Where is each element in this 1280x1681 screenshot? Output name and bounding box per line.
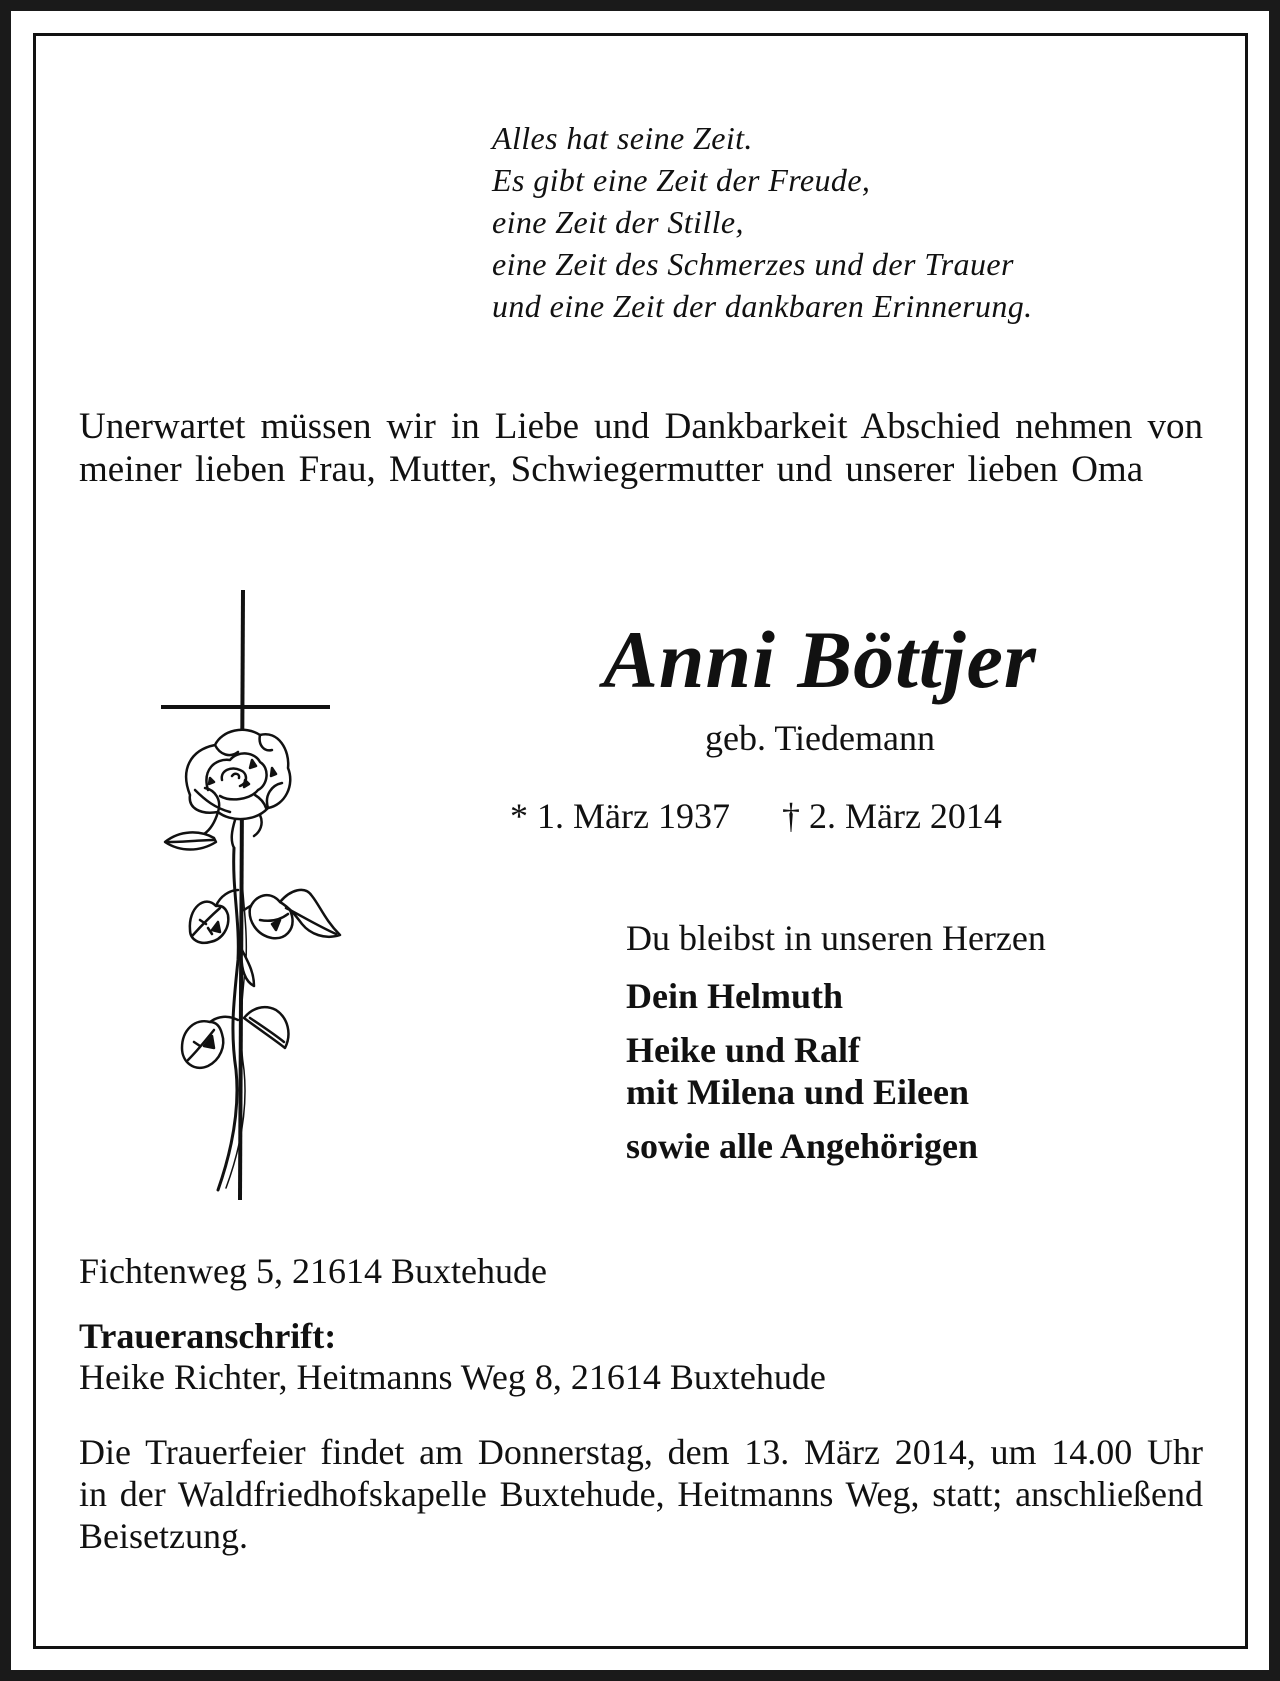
death-date: † 2. März 2014 bbox=[781, 796, 1002, 836]
maiden-name: geb. Tiedemann bbox=[705, 718, 935, 758]
intro-text: Unerwartet müssen wir in Liebe und Dankbarkeit Abschied nehmen von meiner lieben Frau, Mutter, Schwiegermutter und unserer lieben Oma bbox=[79, 406, 1203, 490]
birth-date: * 1. März 1937 bbox=[510, 796, 730, 836]
motto-line: und eine Zeit der dankbaren Erinnerung. bbox=[492, 288, 1033, 324]
signer-line: Heike und Ralf bbox=[626, 1030, 861, 1070]
farewell-line: Du bleibst in unseren Herzen bbox=[626, 918, 1046, 958]
signer-line: mit Milena und Eileen bbox=[626, 1072, 970, 1112]
motto-line: Es gibt eine Zeit der Freude, bbox=[492, 162, 871, 198]
motto-line: eine Zeit des Schmerzes und der Trauer bbox=[492, 246, 1014, 282]
mourning-address bbox=[79, 1316, 1203, 1398]
cross-with-rose bbox=[160, 590, 350, 1200]
rose-icon bbox=[165, 730, 340, 1190]
signer-line: sowie alle Angehörigen bbox=[626, 1126, 978, 1166]
funeral-service-text: Die Trauerfeier findet am Donnerstag, dem 13. März 2014, um 14.00 Uhr in der Waldfriedhofskapelle Buxtehude, Heitmanns Weg, statt; anschließend Beisetzung. bbox=[79, 1432, 1203, 1556]
motto-line: eine Zeit der Stille, bbox=[492, 204, 744, 240]
home-address: Fichtenweg 5, 21614 Buxtehude bbox=[79, 1251, 547, 1291]
life-dates bbox=[510, 793, 1160, 839]
motto-verse bbox=[492, 117, 1232, 327]
deceased-name: Anni Böttjer bbox=[603, 614, 1037, 705]
mourning-address-label: Traueranschrift: bbox=[79, 1316, 337, 1356]
mourning-address-value: Heike Richter, Heitmanns Weg 8, 21614 Buxtehude bbox=[79, 1357, 826, 1397]
signers-list bbox=[626, 975, 1226, 1167]
signer-line: Dein Helmuth bbox=[626, 976, 844, 1016]
motto-line: Alles hat seine Zeit. bbox=[492, 120, 753, 156]
